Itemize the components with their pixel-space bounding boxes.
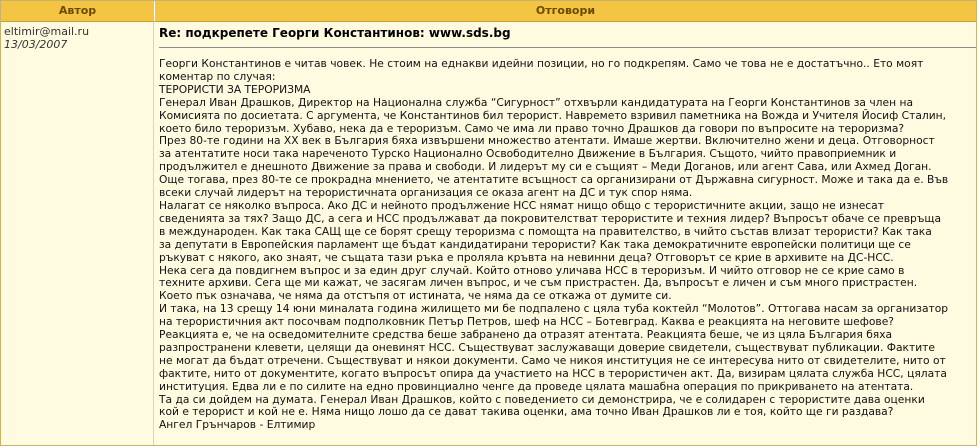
post-line: не могат да бъдат отречени. Съществуват и някои документи. Само че никоя институция не се интересува нито от свидетелите, нито от: [159, 353, 946, 367]
post-line: сведенията за тях? Защо ДС, а сега и НСС продължават да покровителстват терористите и техния лидер? Въпросът обаче се превръща: [159, 211, 941, 225]
post-line: техните архиви. Сега ще ми кажат, че засягам личен въпрос, и че съм пристрастен. Да, въпросът е личен и съм много пристрастен.: [159, 276, 918, 290]
post-date: 13/03/2007: [4, 38, 68, 51]
post-line: ръкуват с някого, ако знаят, че същата тази ръка е проляла кръвта на невинни деца? Отговорът се крие в архивите на ДС-НСС.: [159, 250, 894, 264]
post-line: Ангел Грънчаров - Елтимир: [159, 418, 316, 432]
post-line: институция. Едва ли е по силите на едно провинциално ченге да проведе цялата машабна операция по прикриването на атентата.: [159, 379, 914, 393]
post-line: Което пък означава, че няма да отстъпя от истината, че няма да се откажа от думите си.: [159, 289, 672, 303]
post-line: всеки случай лидерът на терористичната организация се оказа агент на ДС и тук спор няма.: [159, 186, 693, 200]
post-line: И така, на 13 срещу 14 юни миналата година жилището ми бе подпалено с цяла туба коктейл “Молотов”. Оттогава насам за организатор: [159, 302, 949, 316]
post-line: Реакцията е, че на осведомителните средства беше забранено да отразят атентата. Реакцията беше, че из цяла България бяха: [159, 328, 893, 342]
post-line: на терористичния акт посочвам подполковник Петър Петров, шеф на НСС – Ботевград. Каква е реакцията на неговите шефове?: [159, 315, 894, 329]
post-line: Та да си дойдем на думата. Генерал Иван Драшков, който с поведението си демонстрира, че е солидарен с терористите дава оценки: [159, 392, 925, 406]
post-line: Генерал Иван Драшков, Директор на Национална служба “Сигурност” отхвърли кандидатурата на Георги Константинов за член на: [159, 95, 914, 109]
post-line: в международен. Как така САЩ ще се борят срещу тероризма с помощта на правителство, в чийто състав влизат терористи? Как така: [159, 224, 932, 238]
post-divider: [159, 47, 976, 48]
post-line: През 80-те години на XX век в България бяха извършени множество атентати. Имаше жертви. Включително жени и деца. Отговорност: [159, 134, 935, 148]
post-body: [159, 58, 972, 432]
post-content: [155, 22, 976, 445]
post-line: фактите, нито от документите, когато въпросът опира да участието на НСС в терористичен акт. Да, визирам цялата служба НСС, цялата: [159, 366, 947, 380]
post-line: ТЕРОРИСТИ ЗА ТЕРОРИЗМА: [159, 82, 311, 96]
post-line: кой е терорист и кой не е. Няма нищо лошо да се дават такива оценки, ама точно Иван Драшков ли е тоя, който ще ги раздава?: [159, 405, 894, 419]
post-line: продължител е днешното Движение за права и свободи. И лидерът му си е същият – Меди Доганов, или агент Сава, или Ахмед Доган.: [159, 160, 932, 174]
post-line: за депутати в Европейския парламент ще бъдат кандидатирани терористи? Как така демократичните европейски политици ще се: [159, 237, 911, 251]
post-line: Нека сега да повдигнем въпрос и за един друг случай. Който отново уличава НСС в тероризъм. И чийто отговор не се крие само в: [159, 263, 905, 277]
replies-column-header: Отговори: [535, 4, 596, 17]
post-line: коментар по случая:: [159, 69, 276, 83]
post-line: Комисията по досиетата. С аргумента, че Константинов бил терорист. Навремето взривил паметника на Вожда и Учителя Йосиф Сталин,: [159, 108, 947, 122]
table-header: [1, 1, 976, 22]
post-line: Налагат се няколко въпроса. Ако ДС и нейното продължение НСС нямат нищо общо с терористичните акции, защо не изнесат: [159, 198, 884, 212]
post-line: за атентатите носи така нареченото Турско Национално Освободително Движение в България. Същото, чийто правоприемник и: [159, 147, 897, 161]
post-title: Re: подкрепете Георги Константинов: www.sds.bg: [159, 26, 511, 40]
post-line: Още тогава, през 80-те се прокрадна мнението, че атентатите всъщност са организирани от Държавна сигурност. Може и така да е. Във: [159, 173, 949, 187]
author-info: [1, 22, 154, 445]
author-column-header: Автор: [1, 1, 155, 21]
post-line: което било тероризъм. Хубаво, нека да е тероризъм. Само че има ли право точно Драшков да говори по въпросите на тероризма?: [159, 121, 905, 135]
post-line: Георги Константинов е читав човек. Не стоим на еднакви идейни позиции, но го подкрепям. Само че това не е достатъчно.. Ето моят: [159, 57, 924, 70]
author-email: eltimir@mail.ru: [4, 25, 90, 38]
post-line: разпространени клевети, целящи да оневинят НСС. Съществуват заслужаващи доверие свидетели, съществуват публикации. Фактите: [159, 340, 935, 354]
